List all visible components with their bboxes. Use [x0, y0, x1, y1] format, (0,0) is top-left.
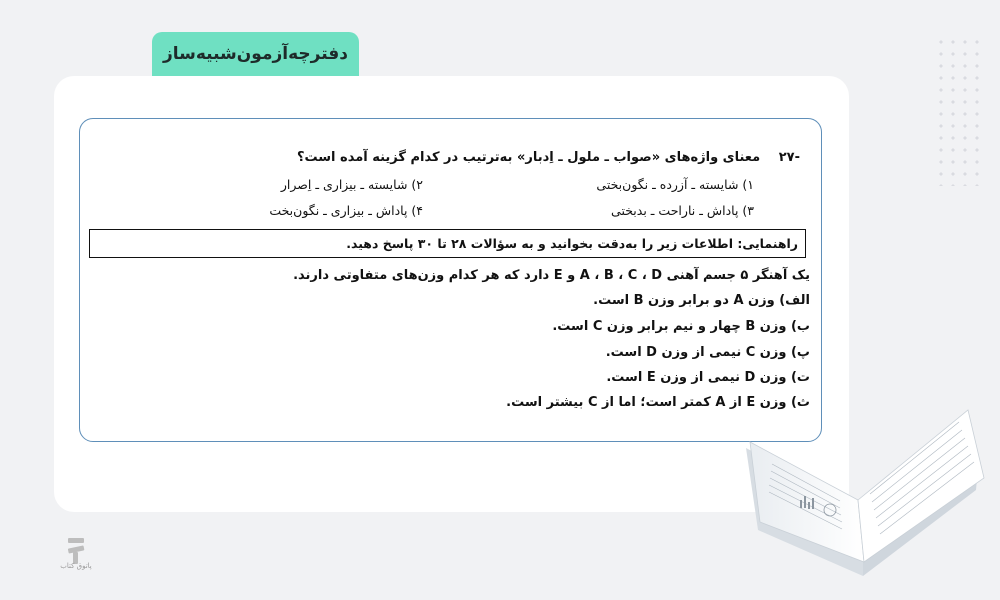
guide-box [89, 229, 806, 258]
question-number: -۲۷ [778, 150, 800, 165]
open-book-icon [738, 380, 993, 580]
passage-item: ب) وزن B چهار و نیم برابر وزن C است. [552, 319, 810, 334]
decorative-dots [935, 36, 985, 186]
question-text: معنای واژه‌های «صواب ـ ملول ـ اِدبار» به‌ترتیب در کدام گزینه آمده است؟ [296, 150, 761, 165]
brand-logo-text: پاتوق کتاب [60, 562, 92, 570]
option-4[interactable]: ۴) پاداش ـ بیزاری ـ نگون‌بخت [269, 203, 423, 218]
passage-item: ت) وزن D نیمی از وزن E است. [606, 370, 810, 385]
option-3[interactable]: ۳) پاداش ـ ناراحت ـ بدبختی [611, 203, 754, 218]
option-1[interactable]: ۱) شایسته ـ آزرده ـ نگون‌بختی [596, 177, 754, 192]
passage-item: الف) وزن A دو برابر وزن B است. [593, 293, 810, 308]
header-badge: دفترچه‌آزمون‌شبیه‌ساز [152, 32, 359, 76]
guide-text: راهنمایی: اطلاعات زیر را به‌دقت بخوانید و به سؤالات ۲۸ تا ۳۰ پاسخ دهید. [346, 236, 798, 251]
passage-intro: یک آهنگر ۵ جسم آهنی A ، B ، C ، D و E دارد که هر کدام وزن‌های متفاوتی دارند. [293, 268, 810, 283]
question-stem [297, 150, 800, 165]
passage-item: پ) وزن C نیمی از وزن D است. [605, 345, 810, 360]
option-2[interactable]: ۲) شایسته ـ بیزاری ـ اِصرار [280, 177, 423, 192]
passage-item: ث) وزن E از A کمتر است؛ اما از C بیشتر است. [506, 395, 810, 410]
